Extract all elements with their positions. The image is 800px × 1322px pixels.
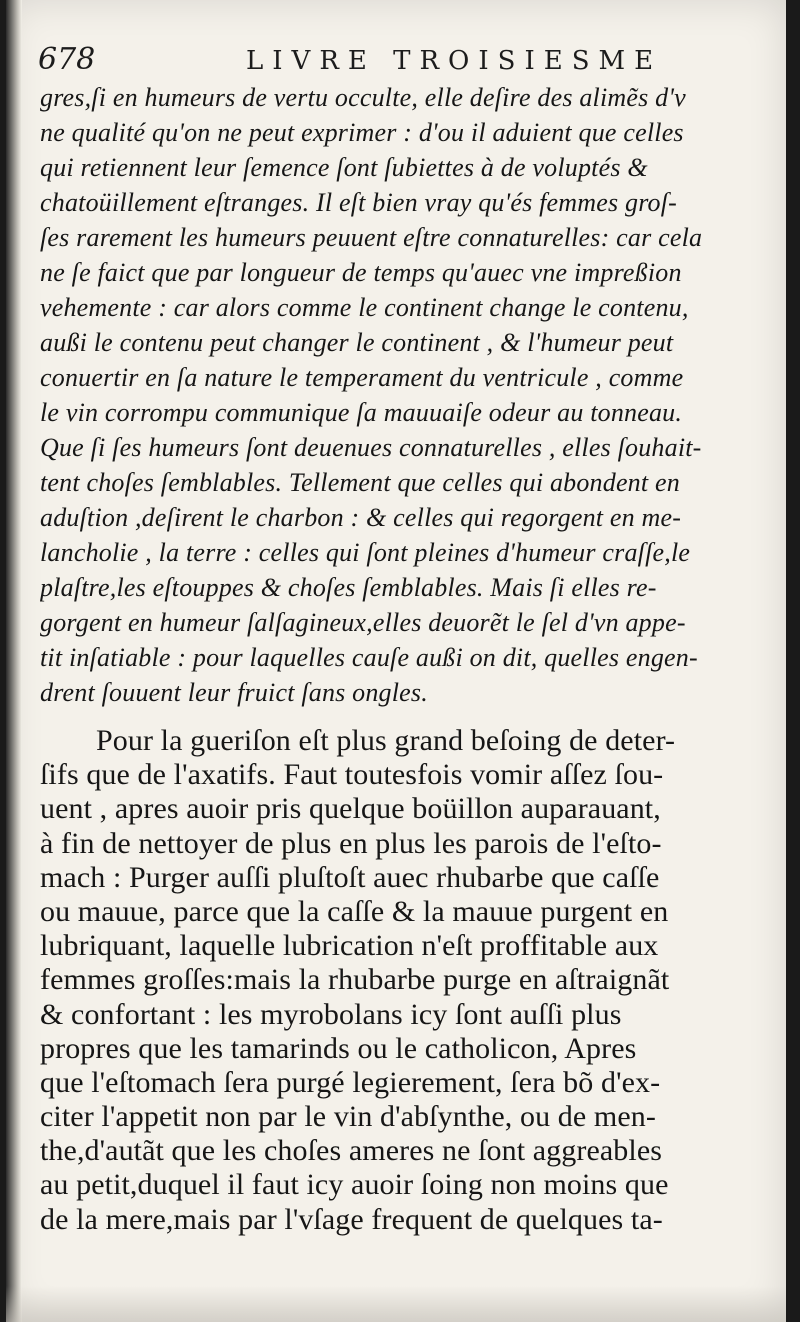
text-line: de la mere,mais par l'vſage frequent de quelques ta-	[40, 1202, 663, 1236]
text-line: Que ſi ſes humeurs ſont deuenues connaturelles , elles ſouhait-	[40, 433, 702, 462]
text-line: tent choſes ſemblables. Tellement que celles qui abondent en	[40, 468, 680, 497]
text-line: au petit,duquel il faut icy auoir ſoing non moins que	[40, 1168, 669, 1202]
text-line: propres que les tamarinds ou le catholicon, Apres	[40, 1031, 637, 1065]
text-line: drent ſouuent leur fruict ſans ongles.	[40, 678, 428, 707]
text-line: tit inſatiable : pour laquelles cauſe außi on dit, quelles engen-	[40, 643, 698, 672]
text-line: chatoüillement eſtranges. Il eſt bien vray qu'és femmes groſ-	[40, 188, 678, 217]
text-line: conuertir en ſa nature le temperament du ventricule , comme	[40, 363, 684, 392]
page-number: 678	[38, 42, 96, 77]
text-line: ne qualité qu'on ne peut exprimer : d'ou il aduient que celles	[40, 118, 684, 147]
roman-paragraph	[40, 724, 764, 1237]
text-line: aduſtion ,deſirent le charbon : & celles qui regorgent en me-	[40, 503, 682, 532]
text-line: femmes groſſes:mais la rhubarbe purge en aſtraignãt	[40, 963, 670, 997]
text-line: qui retiennent leur ſemence ſont ſubiettes à de voluptés &	[40, 153, 648, 182]
text-line: ou mauue, parce que la caſſe & la mauue purgent en	[40, 894, 669, 928]
text-line: mach : Purger auſſi pluſtoſt auec rhubarbe que caſſe	[40, 860, 660, 894]
text-line: vehemente : car alors comme le continent change le contenu,	[40, 293, 689, 322]
text-line: gorgent en humeur ſalſagineux,elles deuorẽt le ſel d'vn appe-	[40, 608, 686, 637]
page-header	[6, 42, 786, 82]
text-line: & confortant : les myrobolans icy ſont auſſi plus	[40, 997, 622, 1031]
text-line: außi le contenu peut changer le continent , & l'humeur peut	[40, 328, 674, 357]
text-line: le vin corrompu communique ſa mauuaiſe odeur au tonneau.	[40, 398, 683, 427]
italic-paragraph	[40, 80, 764, 710]
text-line: gres,ſi en humeurs de vertu occulte, elle deſire des alimẽs d'v	[40, 83, 686, 112]
running-title: LIVRE TROISIESME	[246, 46, 663, 76]
text-line: plaſtre,les eſtouppes & choſes ſemblables. Mais ſi elles re-	[40, 573, 657, 602]
text-line: citer l'appetit non par le vin d'abſynthe, ou de men-	[40, 1100, 656, 1134]
text-line: Pour la gueriſon eſt plus grand beſoing de deter-	[96, 724, 676, 757]
text-line: ſes rarement les humeurs peuuent eſtre connaturelles: car cela	[40, 223, 703, 252]
text-line: lubriquant, laquelle lubrication n'eſt proffitable aux	[40, 929, 659, 963]
text-line: uent , apres auoir pris quelque boüillon auparauant,	[40, 792, 661, 826]
page-gutter-shadow	[6, 0, 22, 1322]
body-text	[40, 80, 764, 1237]
text-line: lancholie , la terre : celles qui ſont pleines d'humeur craſſe,le	[40, 538, 691, 567]
text-line: ne ſe faict que par longueur de temps qu'auec vne impreßion	[40, 258, 682, 287]
book-page	[6, 0, 786, 1322]
text-line: ſifs que de l'axatifs. Faut toutesfois vomir aſſez ſou-	[40, 758, 664, 792]
text-line: que l'eſtomach ſera purgé legierement, ſera bõ d'ex-	[40, 1065, 661, 1099]
text-line: à fin de nettoyer de plus en plus les parois de l'eſto-	[40, 826, 662, 860]
page-bottom-shadow	[6, 1286, 786, 1322]
text-line: the,d'autãt que les choſes ameres ne ſont aggreables	[40, 1134, 663, 1168]
